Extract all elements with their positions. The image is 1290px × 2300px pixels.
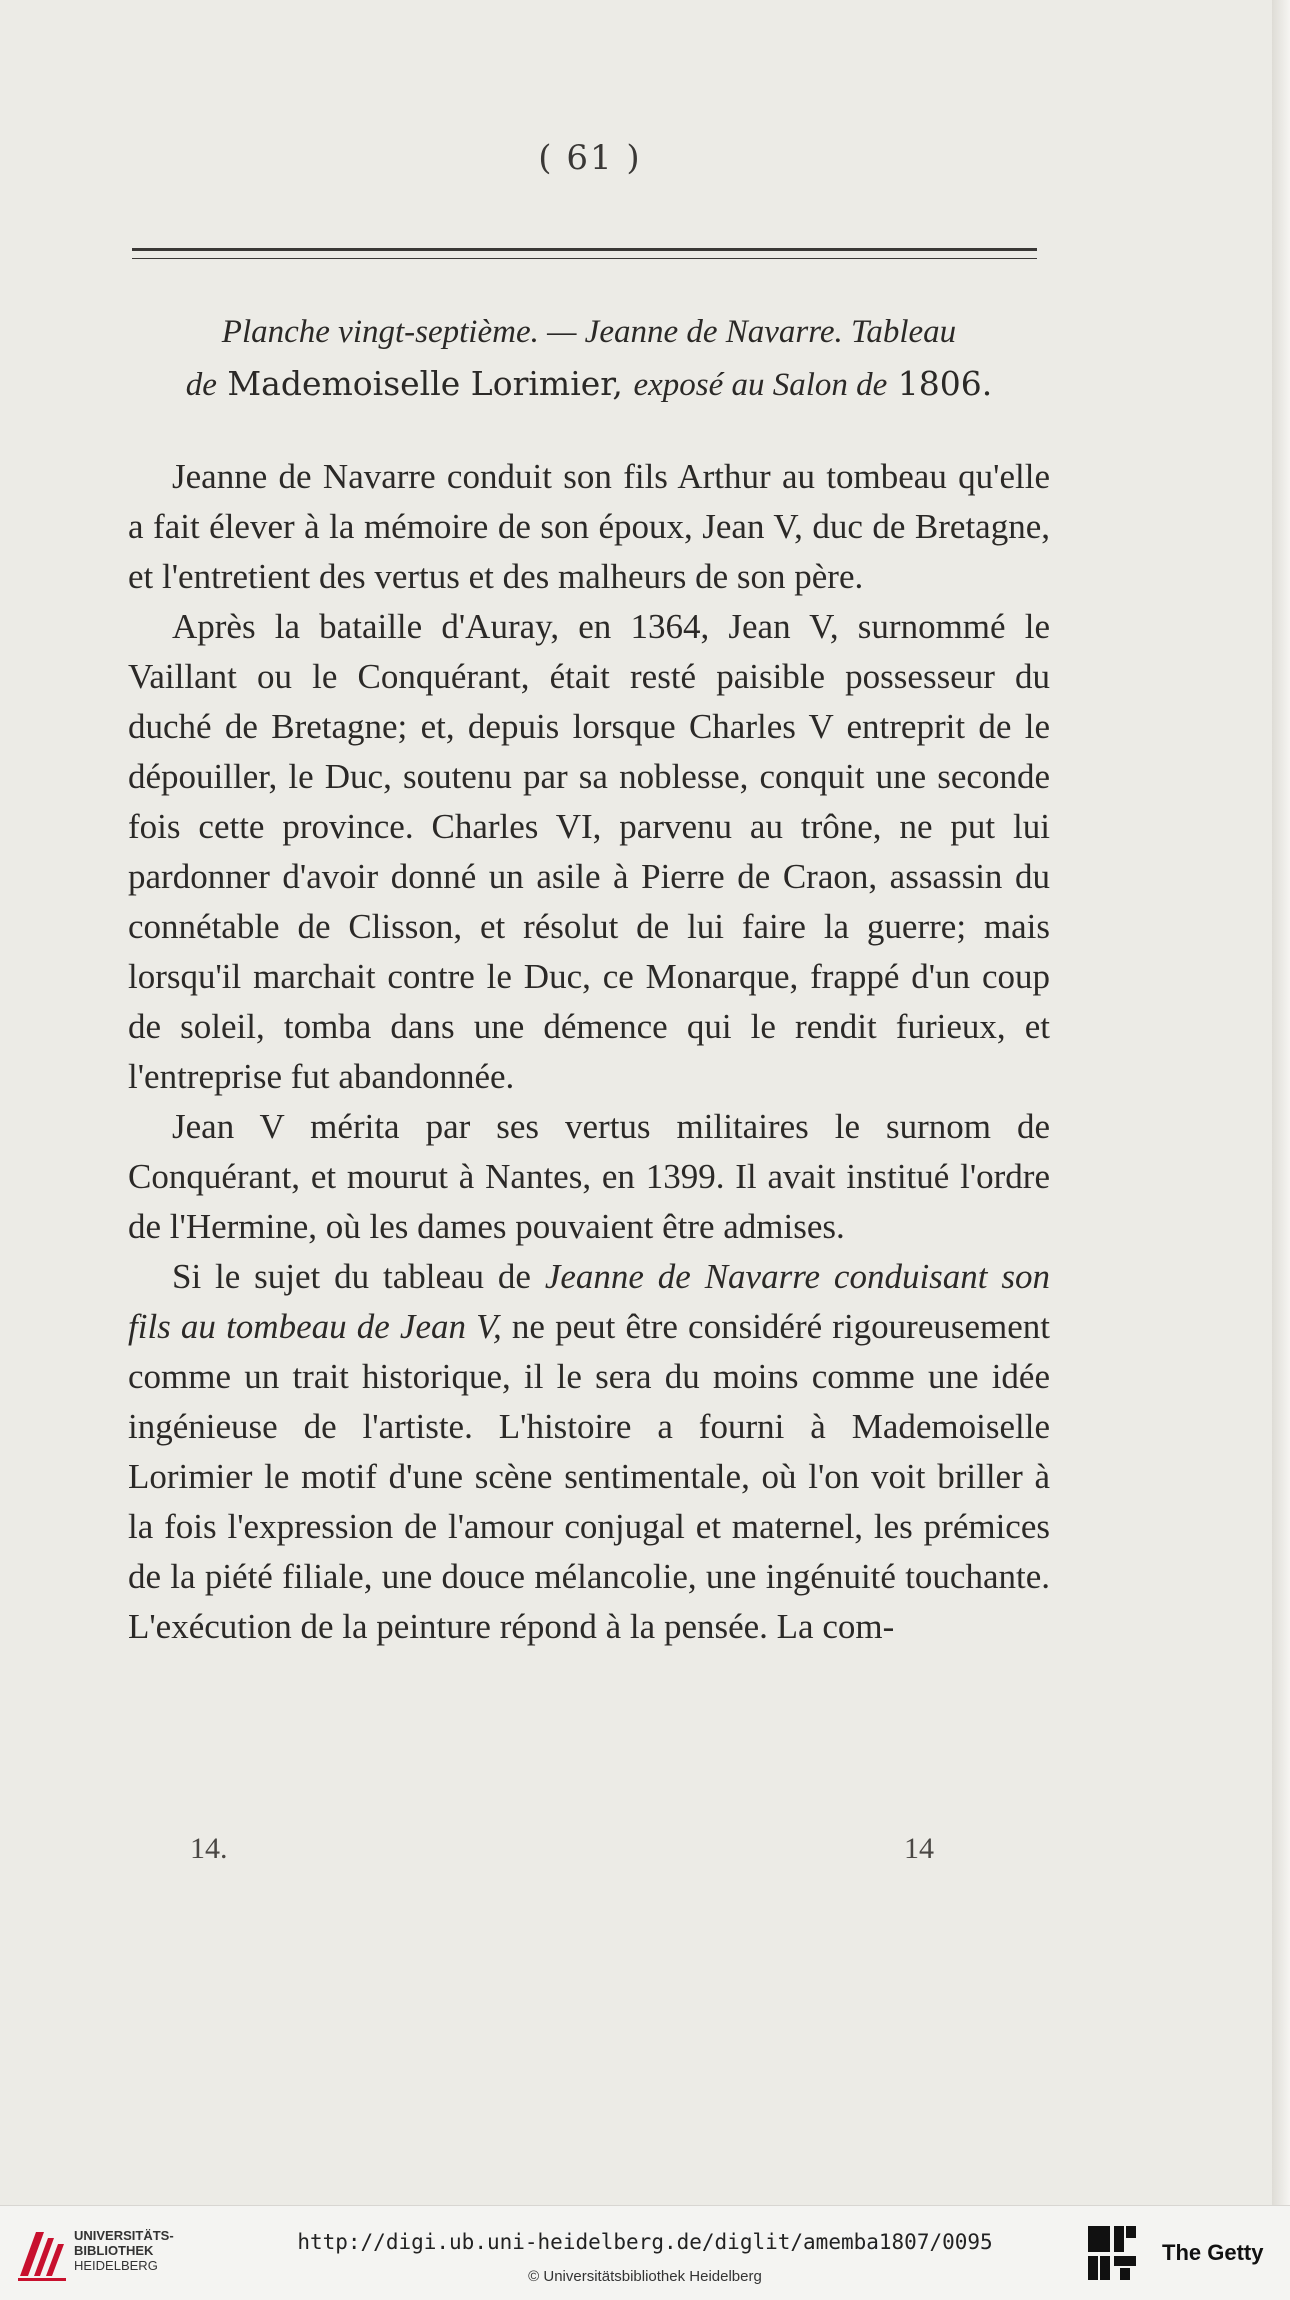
page-number: ( 61 )	[538, 138, 642, 178]
paragraph-2: Après la bataille d'Auray, en 1364, Jean V, surnommé le Vaillant ou le Conquérant, était resté paisible possesseur du duché de Bretagne; et, depuis lorsque Charles V entreprit de le dépouiller, le Duc, soutenu par sa noblesse, conquit une seconde fois cette province. Charles VI, parvenu au trône, ne put lui pardonner d'avoir donné un asile à Pierre de Craon, assassin du connétable de Clisson, et résolut de lui faire la guerre; mais lorsqu'il marchait contre le Duc, ce Monarque, frappé d'un coup de soleil, tomba dans une démence qui le rendit furieux, et l'entreprise fut abandonnée.	[128, 607, 1050, 1096]
heading-artist: Mademoiselle Lorimier,	[227, 364, 623, 403]
paragraph-4-rest: ne peut être considéré rigoureusement comme un trait historique, il le sera du moins comme une idée ingénieuse de l'artiste. L'histoire a fourni à Mademoiselle Lorimier le motif d'une scène sentimentale, où l'on voit briller à la fois l'expression de l'amour conjugal et maternel, les prémices de la piété filiale, une douce mélancolie, une ingénuité touchante. L'exécution de la peinture répond à la pensée. La com-	[128, 1307, 1050, 1646]
paragraph-3: Jean V mérita par ses vertus militaires le surnom de Conquérant, et mourut à Nantes, en 1399. Il avait institué l'ordre de l'Hermine, où les dames pouvaient être admises.	[128, 1107, 1050, 1246]
paragraph-4-lead: Si le sujet du tableau de	[172, 1257, 531, 1296]
body-text	[128, 452, 1050, 1652]
heading-de: de	[185, 367, 217, 403]
paragraph-4-title: Jeanne de Navarre conduisant son fils au tombeau de Jean V,	[128, 1257, 1050, 1346]
getty-name: The Getty	[1162, 2240, 1264, 2265]
library-line-2: BIBLIOTHEK	[74, 2243, 154, 2258]
permalink-url[interactable]: http://digi.ub.uni-heidelberg.de/diglit/amemba1807/0095	[297, 2230, 993, 2254]
heading-exhibited: exposé au Salon de	[633, 367, 888, 403]
heading-title: Planche vingt-septième. — Jeanne de Navarre. Tableau	[221, 314, 957, 350]
library-line-1: UNIVERSITÄTS-	[74, 2228, 174, 2243]
signature-mark-left: 14.	[190, 1832, 228, 1865]
heading-year: 1806.	[897, 364, 993, 403]
header-rule-thick	[132, 248, 1037, 251]
header-rule-thin	[132, 258, 1037, 259]
footer-bar	[0, 2205, 1290, 2300]
page-edge	[1272, 0, 1290, 2205]
paragraph-4	[128, 1252, 1050, 1652]
copyright-notice: © Universitätsbibliothek Heidelberg	[528, 2268, 762, 2285]
paragraph-1: Jeanne de Navarre conduit son fils Arthur au tombeau qu'elle a fait élever à la mémoire de son époux, Jean V, duc de Bretagne, et l'entretient des vertus et des malheurs de son père.	[128, 457, 1050, 596]
library-line-3: HEIDELBERG	[74, 2258, 158, 2273]
signature-mark-right: 14	[904, 1832, 934, 1865]
getty-logo-icon[interactable]	[1086, 2224, 1138, 2284]
plate-heading	[128, 305, 1050, 411]
